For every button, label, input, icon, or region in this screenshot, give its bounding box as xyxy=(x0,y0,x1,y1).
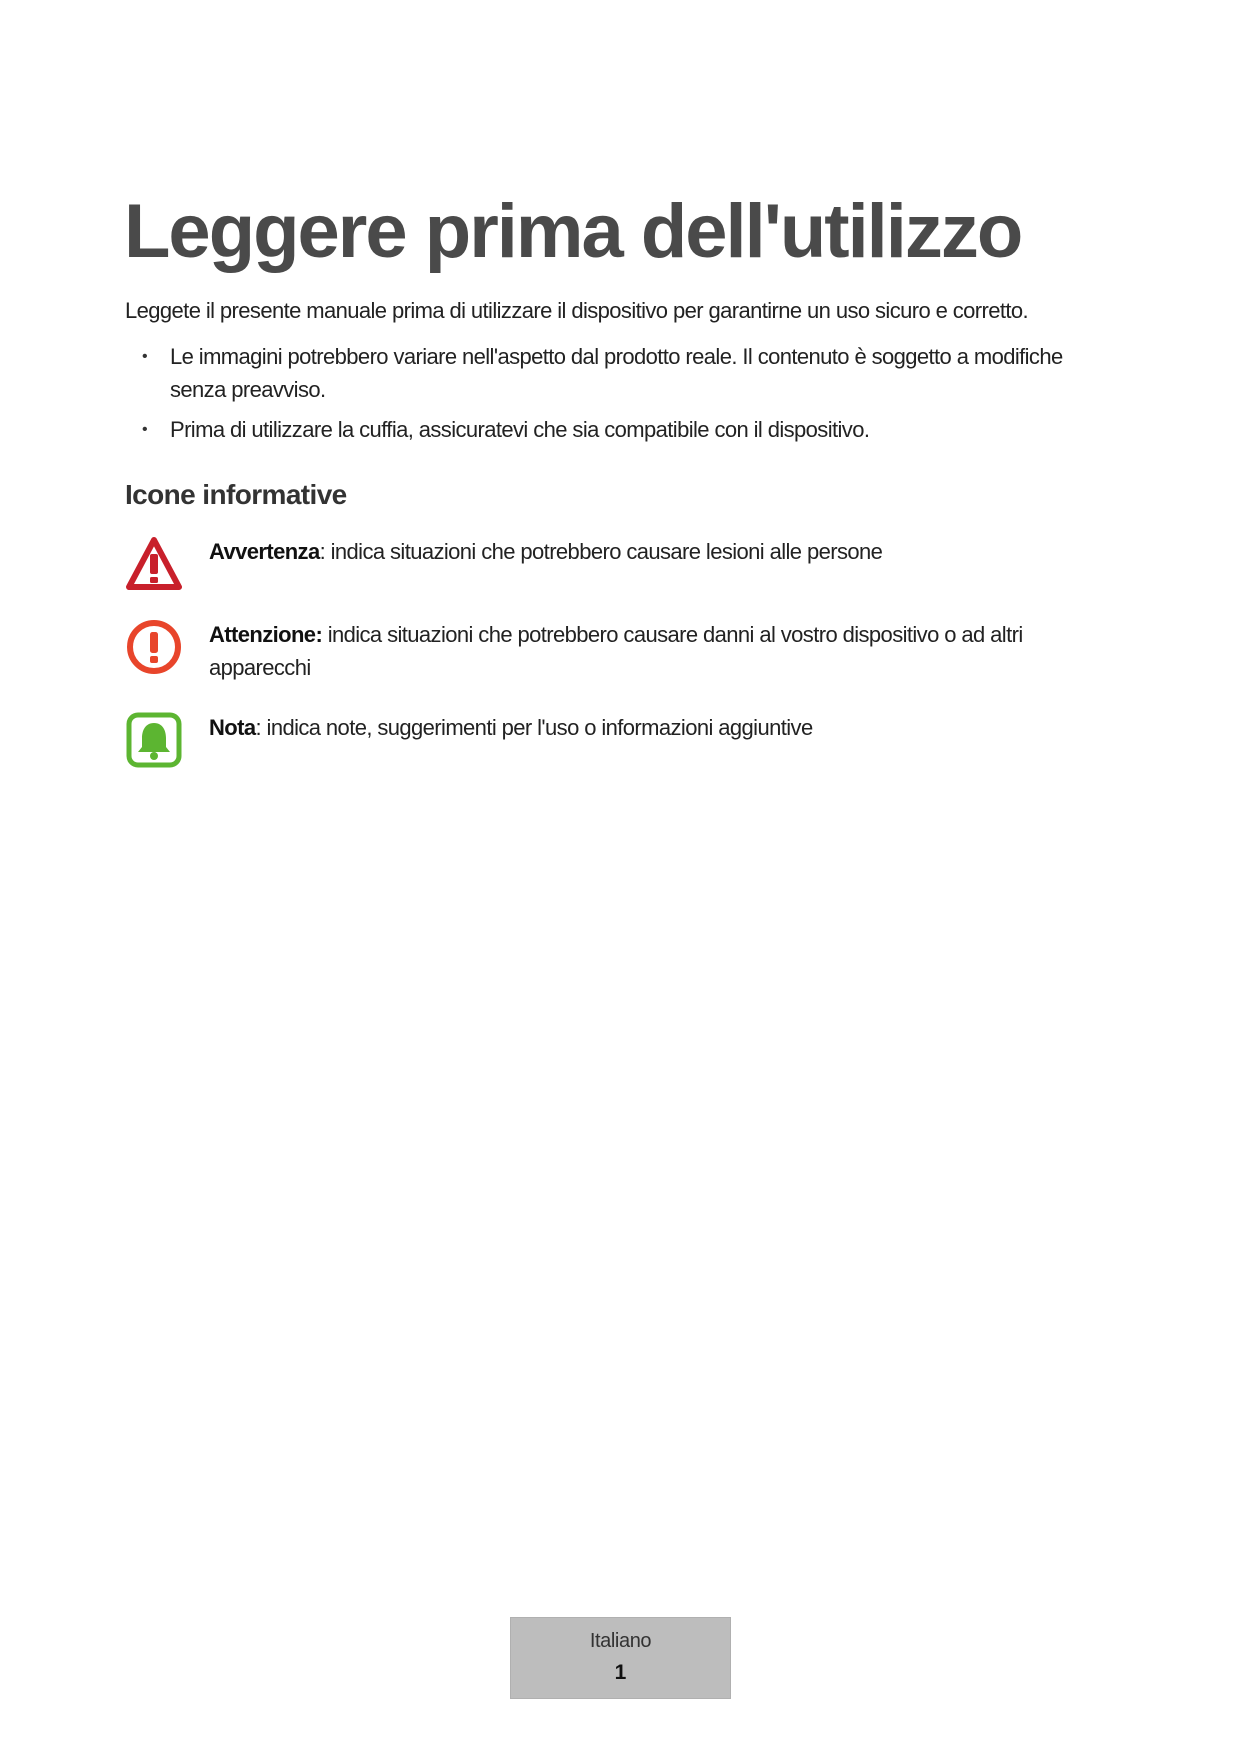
info-item-warning xyxy=(125,535,1115,593)
caution-circle-icon xyxy=(125,618,183,676)
intro-paragraph: Leggete il presente manuale prima di utilizzare il dispositivo per garantirne un uso sicuro e corretto. xyxy=(125,298,1029,323)
info-text xyxy=(209,535,1099,568)
info-term: Nota xyxy=(209,715,256,740)
footer-language: Italiano xyxy=(589,1630,652,1652)
info-separator: : xyxy=(255,715,267,740)
page-footer xyxy=(510,1617,731,1699)
bullet-list xyxy=(125,340,1115,453)
info-description: indica situazioni che potrebbero causare lesioni alle persone xyxy=(330,539,883,564)
info-term: Attenzione: xyxy=(209,622,323,647)
info-separator: : xyxy=(319,539,331,564)
info-text xyxy=(209,711,1099,744)
bullet-dot: • xyxy=(142,421,148,438)
warning-triangle-icon xyxy=(125,535,183,593)
list-item xyxy=(125,413,1115,446)
page-number: 1 xyxy=(614,1661,627,1684)
info-description: indica note, suggerimenti per l'uso o informazioni aggiuntive xyxy=(266,715,813,740)
info-term: Avvertenza xyxy=(209,539,320,564)
list-item xyxy=(125,340,1115,406)
note-bell-icon xyxy=(125,711,183,769)
bullet-dot: • xyxy=(142,348,148,365)
info-item-note xyxy=(125,711,1115,769)
info-text xyxy=(209,618,1099,684)
info-item-caution xyxy=(125,618,1115,684)
bullet-text: Le immagini potrebbero variare nell'aspetto dal prodotto reale. Il contenuto è soggetto a modifiche senza preavviso. xyxy=(170,344,1063,402)
page-title: Leggere prima dell'utilizzo xyxy=(124,189,1022,274)
bullet-text: Prima di utilizzare la cuffia, assicuratevi che sia compatibile con il dispositivo. xyxy=(170,417,870,442)
info-description: indica situazioni che potrebbero causare danni al vostro dispositivo o ad altri apparecchi xyxy=(209,622,1023,680)
section-title: Icone informative xyxy=(125,479,347,510)
